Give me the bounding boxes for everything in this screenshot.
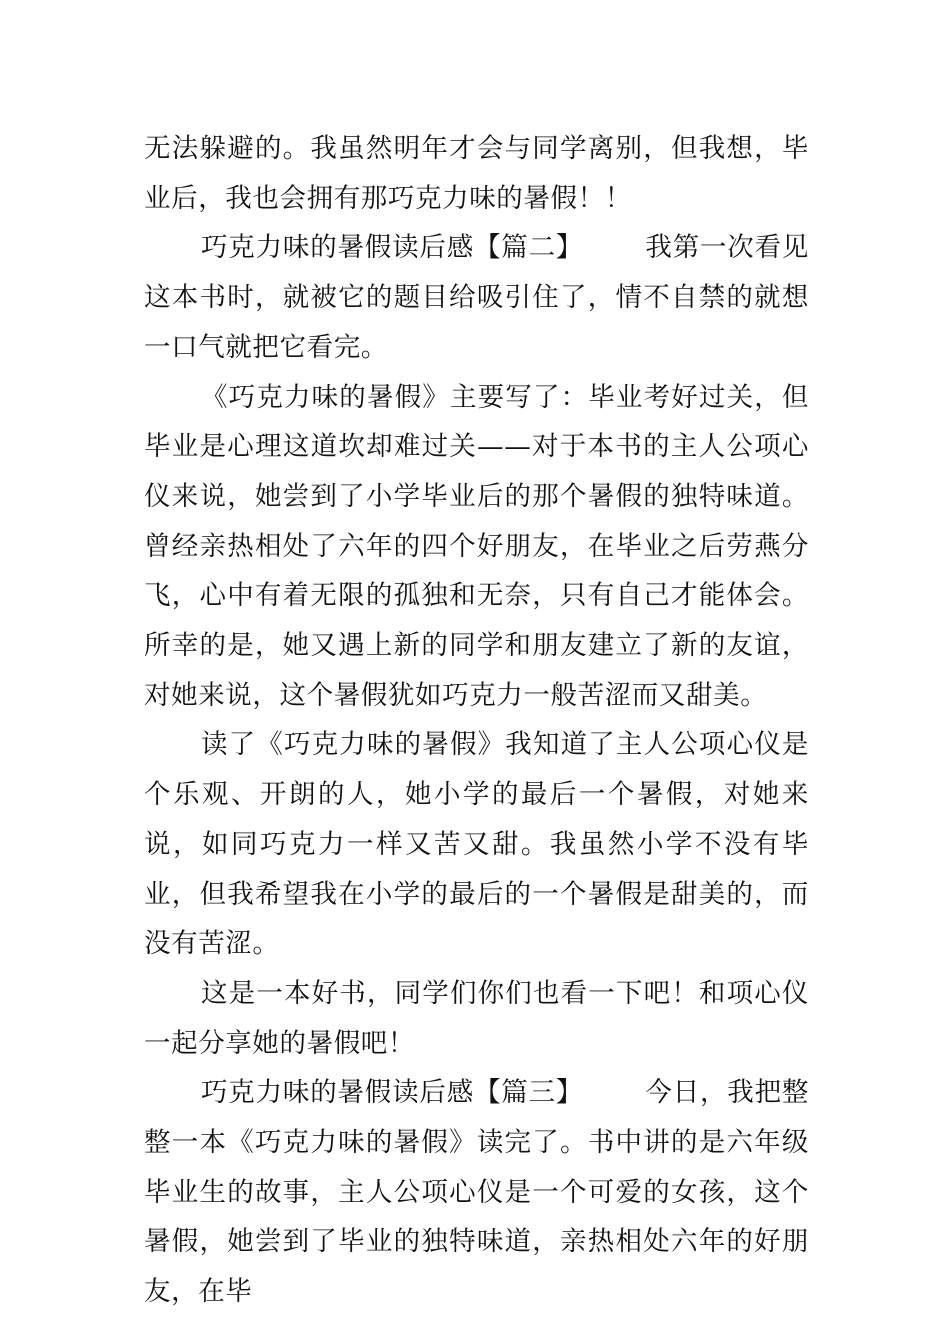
section-heading-3: 巧克力味的暑假读后感【篇三】 xyxy=(201,1077,584,1109)
document-body xyxy=(144,124,809,1317)
paragraph-6 xyxy=(144,1068,809,1317)
paragraph-4: 读了《巧克力味的暑假》我知道了主人公项心仪是个乐观、开朗的人，她小学的最后一个暑假，对她来说，如同巧克力一样又苦又甜。我虽然小学不没有毕业，但我希望我在小学的最后的一个暑假是甜美的，而没有苦涩。 xyxy=(144,729,809,960)
paragraph-3: 《巧克力味的暑假》主要写了：毕业考好过关，但毕业是心理这道坎却难过关——对于本书的主人公项心仪来说，她尝到了小学毕业后的那个暑假的独特味道。曾经亲热相处了六年的四个好朋友，在毕业之后劳燕分飞，心中有着无限的孤独和无奈，只有自己才能体会。所幸的是，她又遇上新的同学和朋友建立了新的友谊，对她来说，这个暑假犹如巧克力一般苦涩而又甜美。 xyxy=(144,381,809,711)
paragraph-1: 无法躲避的。我虽然明年才会与同学离别，但我想，毕业后，我也会拥有那巧克力味的暑假！！ xyxy=(144,133,809,214)
section-heading-2: 巧克力味的暑假读后感【篇二】 xyxy=(201,232,584,264)
paragraph-5: 这是一本好书，同学们你们也看一下吧！和项心仪一起分享她的暑假吧！ xyxy=(144,977,809,1059)
paragraph-2-text: 我第一次看见这本书时，就被它的题目给吸引住了，情不自禁的就想一口气就把它看完。 xyxy=(144,232,809,363)
paragraph-2 xyxy=(144,223,809,372)
paragraph-6-text: 今日，我把整整一本《巧克力味的暑假》读完了。书中讲的是六年级毕业生的故事，主人公项心仪是一个可爱的女孩，这个暑假，她尝到了毕业的独特味道，亲热相处六年的好朋友，在毕 xyxy=(144,1077,809,1308)
